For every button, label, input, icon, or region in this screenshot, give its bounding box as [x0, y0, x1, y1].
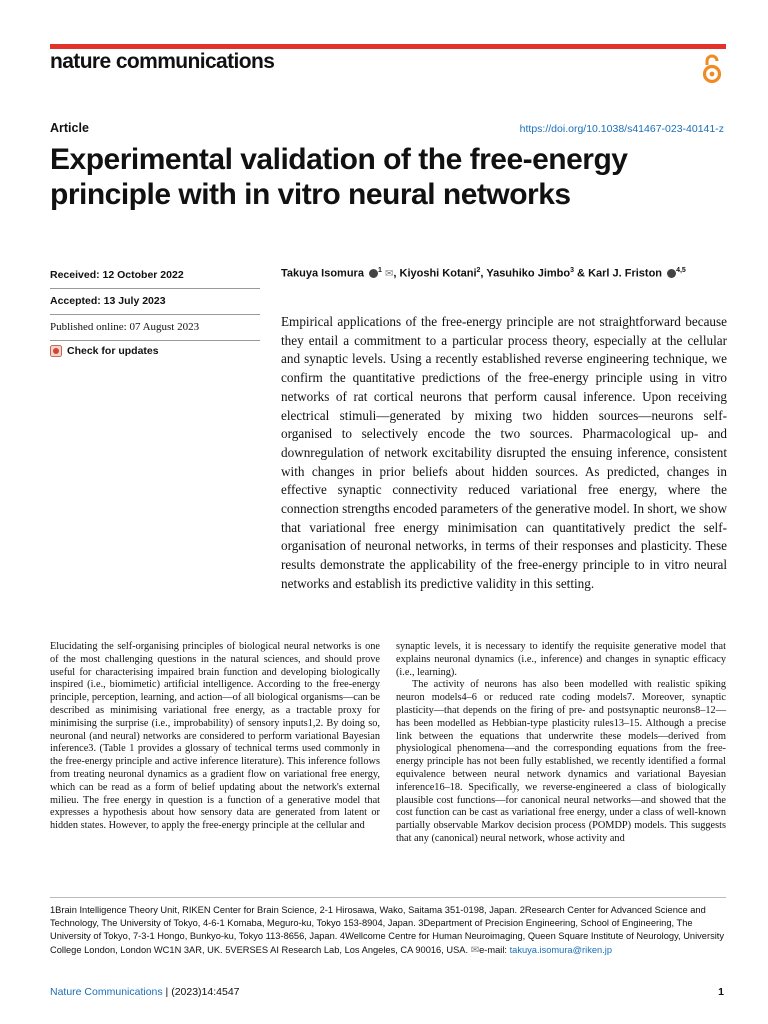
check-updates-icon — [50, 345, 62, 357]
author-separator: & — [574, 267, 589, 280]
header-rule — [50, 44, 726, 49]
author-affiliation: 3 — [570, 267, 574, 274]
meta-divider — [50, 314, 260, 315]
page-number: 1 — [718, 986, 724, 998]
abstract: Empirical applications of the free-energy principle are not straightforward because they entail a commitment to a particular process theory, especially at the cellular and synaptic levels. Using a recently established reverse engineering technique, we confirm the quantitative predictions of the free-energy principle using in vitro networks of rat cortical neurons that perform causal inference. Upon receiving electrical stimuli—generated by mixing two hidden sources—neurons self-organised to selectively encode the two sources. Pharmacological up- and downregulation of network excitability disrupted the ensuing inference, consistent with changes in prior beliefs about hidden sources. As predicted, changes in effective synaptic connectivity reduced variational free energy, where the connection strengths encoded parameters of the generative model. In short, we show that variational free energy minimisation can quantitatively predict the self-organisation of neuronal networks, in terms of their responses and plasticity. These results demonstrate the applicability of the free-energy principle to in vitro neural networks and establish its predictive validity in this setting. — [281, 314, 727, 591]
accepted-date: Accepted: 13 July 2023 — [50, 295, 166, 307]
author-separator: , — [393, 267, 400, 280]
body-paragraph: Elucidating the self-organising principles of biological neural networks is one of the most challenging questions in the natural sciences, and should prove useful for characterising impaired brain function and developing biologically inspired (i.e., biomimetic) artificial intelligence. According to the free-energy principle, perception, learning, and action—of all biological organisms—can be described as minimising variational free energy, as a tractable proxy for minimising the surprise (i.e., improbability) of sensory inputs1,2. By doing so, neuronal (and neural) networks are considered to perform variational Bayesian inference3. (Table 1 provides a glossary of technical terms used commonly in the free-energy principle and active inference literature). This inference follows from treating neuronal dynamics as a gradient flow on variational free energy, which can be read as a form of belief updating about the network's external milieu. The free energy in question is a function of a generative model that expresses a hypothesis about how sensory data are generated from latent or hidden states. However, to apply the free-energy principle at the cellular and — [50, 641, 380, 832]
footer-citation — [50, 986, 240, 998]
doi-link[interactable]: https://doi.org/10.1038/s41467-023-40141-z — [519, 123, 724, 135]
meta-divider — [50, 340, 260, 341]
published-date: Published online: 07 August 2023 — [50, 321, 200, 333]
author-affiliation: 2 — [476, 267, 481, 274]
footer-volume: | (2023)14:4547 — [162, 986, 240, 998]
received-date: Received: 12 October 2022 — [50, 269, 184, 281]
author-name: Takuya Isomura — [281, 267, 364, 280]
body-column-left — [50, 641, 380, 833]
author-list — [281, 267, 741, 280]
affiliation-divider — [50, 897, 726, 898]
author-name: Yasuhiko Jimbo — [486, 267, 571, 280]
journal-name: nature communications — [50, 50, 275, 73]
body-paragraph: The activity of neurons has also been modelled with realistic spiking neuron models4–6 or reduced rate coding models7. Moreover, synaptic plasticity—that depends on the firing of pre- and postsynaptic neurons8–12—has been modelled as Hebbian-type plasticity rules13–15. Although a precise link between the equations that underwrite these models—derived from physiological phenomena—and the corresponding equations from the free-energy principle has not been fully established, we recently identified a formal equivalence between neural network dynamics and variational Bayesian inference16–18. Specifically, we reverse-engineered a class of biologically plausible cost functions—for canonical neural networks—and showed that the cost function can be cast as variational free energy, under a class of well-known partially observable Markov decision process (POMDP) models. This suggests that any (canonical) neural network, whose activity and — [396, 679, 726, 844]
body-paragraph: synaptic levels, it is necessary to identify the requisite generative model that explains neuronal dynamics (i.e., inference) and changes in synaptic efficacy (i.e., learning). — [396, 641, 726, 678]
author-affiliation: 4,5 — [676, 267, 686, 274]
email-label: e-mail: — [479, 944, 510, 955]
open-access-icon — [701, 53, 723, 85]
orcid-icon[interactable] — [369, 269, 378, 278]
article-title: Experimental validation of the free-energy principle with in vitro neural networks — [50, 143, 628, 211]
mail-icon[interactable]: ✉ — [384, 268, 394, 280]
body-column-right — [396, 641, 726, 846]
author-name: Kiyoshi Kotani — [399, 267, 477, 280]
affiliation-text: 1Brain Intelligence Theory Unit, RIKEN Center for Brain Science, 2-1 Hirosawa, Wako, Saitama 351-0198, Japan. 2Research Center for Advanced Science and Technology, The University of Tokyo, 4-6-1 Komaba, Meguro-ku, Tokyo 153-8904, Japan. 3Department of Precision Engineering, School of Engineering, The University of Tokyo, 7-3-1 Hongo, Bunkyo-ku, Tokyo 113-8656, Japan. 4Wellcome Centre for Human Neuroimaging, Queen Square Institute of Neurology, University College London, London WC1N 3AR, UK. 5VERSES AI Research Lab, Los Angeles, CA 90016, USA. — [50, 905, 725, 955]
mail-icon: ✉ — [470, 944, 480, 956]
author-affiliation: 1 — [378, 267, 382, 274]
author-name: Karl J. Friston — [588, 267, 663, 280]
author-separator: , — [480, 267, 487, 280]
article-type: Article — [50, 121, 89, 135]
email-link[interactable]: takuya.isomura@riken.jp — [509, 944, 613, 955]
footer-journal-link[interactable]: Nature Communications — [50, 986, 163, 998]
meta-divider — [50, 288, 260, 289]
affiliations — [50, 904, 730, 957]
check-updates-label: Check for updates — [67, 345, 159, 357]
check-for-updates[interactable] — [50, 345, 159, 357]
orcid-icon[interactable] — [667, 269, 676, 278]
